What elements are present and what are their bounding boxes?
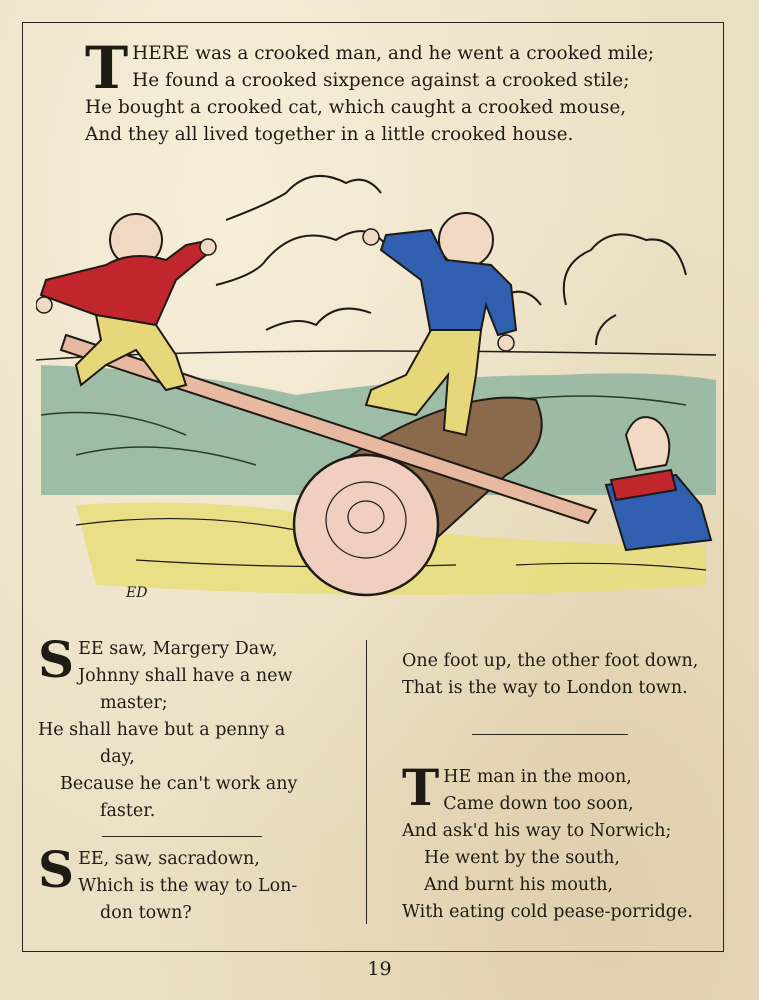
verse-line: That is the way to London town. — [402, 678, 688, 698]
verse-line: Came down too soon, — [443, 794, 634, 814]
verse-line: He shall have but a penny a — [38, 720, 286, 740]
verse-line: He bought a crooked cat, which caught a crooked mouse, — [85, 97, 627, 118]
verse-line: Johnny shall have a new — [78, 666, 293, 686]
verse-line: EE, saw, sacradown, — [78, 849, 260, 869]
verse-man-in-the-moon — [402, 758, 712, 926]
verse-line: And they all lived together in a little crooked house. — [85, 124, 574, 145]
drop-cap: S — [38, 840, 75, 899]
column-divider — [366, 640, 367, 924]
seesaw-illustration — [36, 165, 716, 625]
verse-sacradown-continued — [402, 648, 712, 702]
divider-rule — [472, 734, 628, 735]
verse-line: He found a crooked sixpence against a crooked stile; — [132, 70, 630, 91]
verse-line: don town? — [100, 903, 192, 923]
verse-line: And burnt his mouth, — [424, 875, 614, 895]
drop-cap: T — [85, 34, 129, 102]
verse-line: master; — [100, 693, 168, 713]
illustrator-signature: ED — [126, 585, 148, 601]
verse-line: EE saw, Margery Daw, — [78, 639, 278, 659]
verse-line: faster. — [100, 801, 156, 821]
verse-line: HERE was a crooked man, and he went a crooked mile; — [132, 43, 655, 64]
verse-line: One foot up, the other foot down, — [402, 651, 699, 671]
verse-sacradown — [38, 840, 338, 927]
verse-line: Which is the way to Lon- — [78, 876, 298, 896]
verse-line: He went by the south, — [424, 848, 620, 868]
drop-cap: S — [38, 630, 75, 689]
verse-line: And ask'd his way to Norwich; — [402, 821, 672, 841]
page-number: 19 — [367, 958, 392, 980]
verse-line: With eating cold pease-porridge. — [402, 902, 693, 922]
verse-crooked-man — [85, 34, 685, 148]
divider-rule — [102, 836, 262, 837]
verse-line: HE man in the moon, — [443, 767, 632, 787]
verse-line: Because he can't work any — [60, 774, 298, 794]
verse-see-saw-margery — [38, 630, 338, 825]
verse-line: day, — [100, 747, 135, 767]
drop-cap: T — [402, 758, 440, 817]
